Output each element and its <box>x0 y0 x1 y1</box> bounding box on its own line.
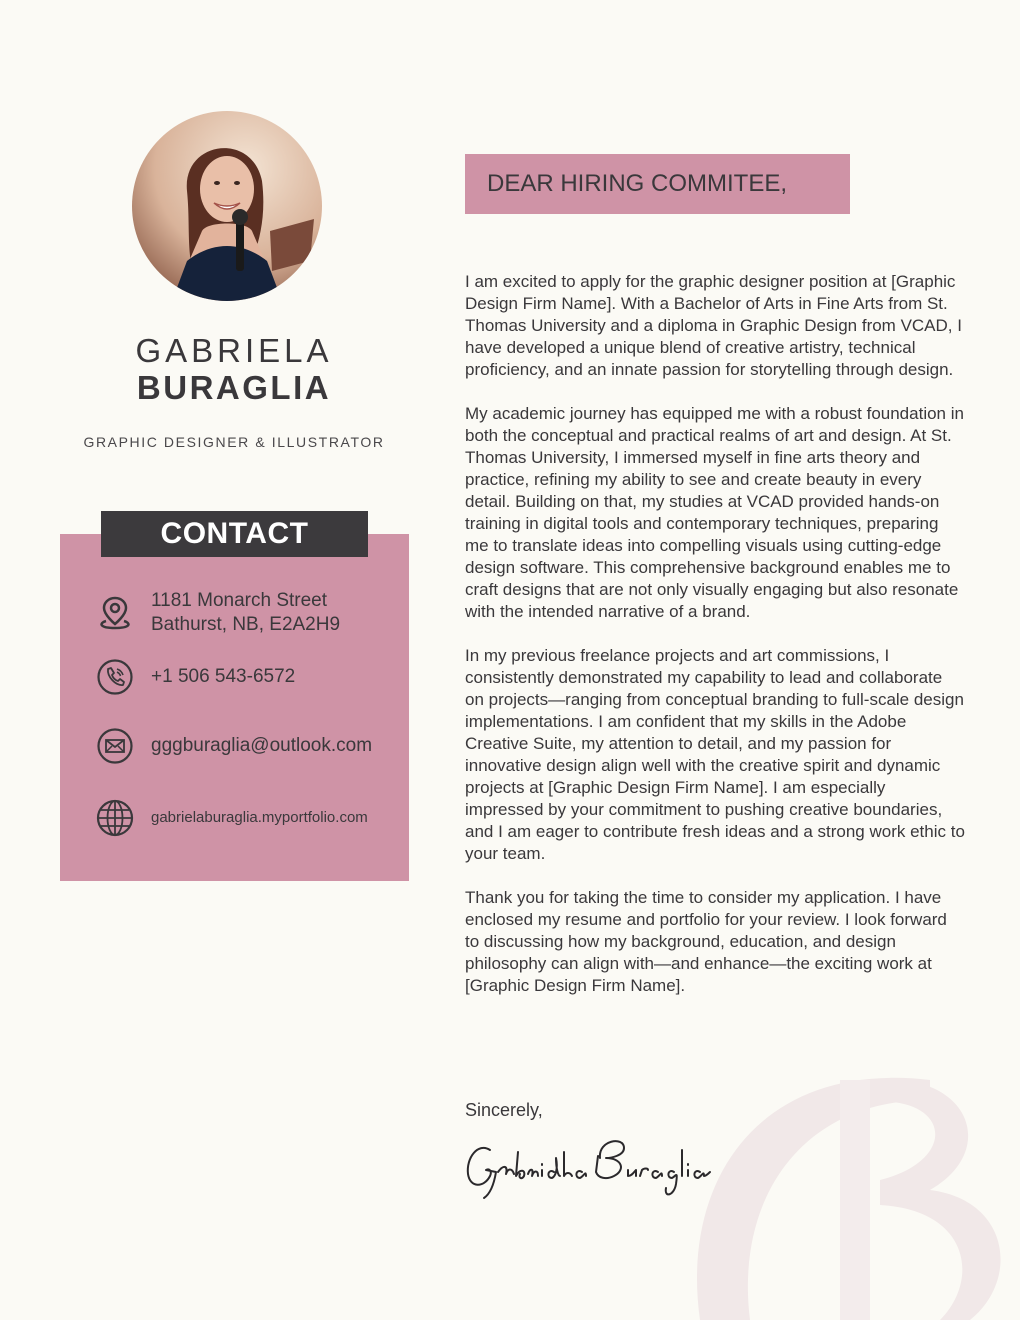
contact-address <box>96 589 340 637</box>
contact-email <box>96 727 372 765</box>
contact-heading: CONTACT <box>101 511 368 557</box>
letter-paragraph-3: In my previous freelance projects and art commissions, I consistently demonstrated my capability to lead and collaborate on projects—ranging from conceptual branding to full-scale design implementations. I am confident that my skills in the Adobe Creative Suite, my attention to detail, and my passion for innovative design align well with the creative spirit and dynamic projects at [Graphic Design Firm Name]. I am especially impressed by your commitment to pushing creative boundaries, and I am eager to contribute fresh ideas and a strong work ethic to your team. <box>465 646 965 863</box>
handwritten-signature <box>460 1128 730 1208</box>
letter-paragraph-2: My academic journey has equipped me with a robust foundation in both the conceptual and practical realms of art and design. At St. Thomas University, I immersed myself in fine arts theory and practice, refining my ability to see and create beauty in every detail. Building on that, my studies at VCAD provided hands-on training in digital tools and contemporary techniques, preparing me to translate ideas into compelling visuals using cutting-edge design software. This comprehensive background enables me to craft designs that are not only visually engaging but also resonate with the intended narrative of a brand. <box>465 404 964 621</box>
last-name: BURAGLIA <box>136 369 332 406</box>
mail-icon <box>96 727 134 765</box>
contact-website <box>96 799 368 837</box>
job-title: GRAPHIC DESIGNER & ILLUSTRATOR <box>83 434 385 450</box>
email-address[interactable]: gggburaglia@outlook.com <box>151 735 373 756</box>
address-line-1: 1181 Monarch Street <box>151 590 328 611</box>
portfolio-url[interactable]: gabrielaburaglia.myportfolio.com <box>151 809 368 826</box>
letter-paragraph-1: I am excited to apply for the graphic designer position at [Graphic Design Firm Name]. With a Bachelor of Arts in Fine Arts from St. Thomas University and a diploma in Graphic Design from VCAD, I have developed a unique blend of creative artistry, technical proficiency, and an innate passion for storytelling through design. <box>465 272 962 379</box>
phone-number: +1 506 543-6572 <box>151 666 296 687</box>
globe-icon <box>96 799 134 837</box>
greeting-banner: DEAR HIRING COMMITEE, <box>465 154 850 214</box>
closing-salutation: Sincerely, <box>465 1100 543 1120</box>
letter-paragraph-4: Thank you for taking the time to consider my application. I have enclosed my resume and portfolio for your review. I look forward to discussing how my background, education, and design philosophy can align with—and enhance—the exciting work at [Graphic Design Firm Name]. <box>465 888 947 995</box>
profile-photo <box>132 111 322 301</box>
letter-body <box>465 271 965 1019</box>
address-line-2: Bathurst, NB, E2A2H9 <box>151 614 341 635</box>
location-pin-icon <box>96 594 134 632</box>
first-name: GABRIELA <box>135 332 333 369</box>
contact-phone <box>96 658 295 696</box>
phone-icon <box>96 658 134 696</box>
